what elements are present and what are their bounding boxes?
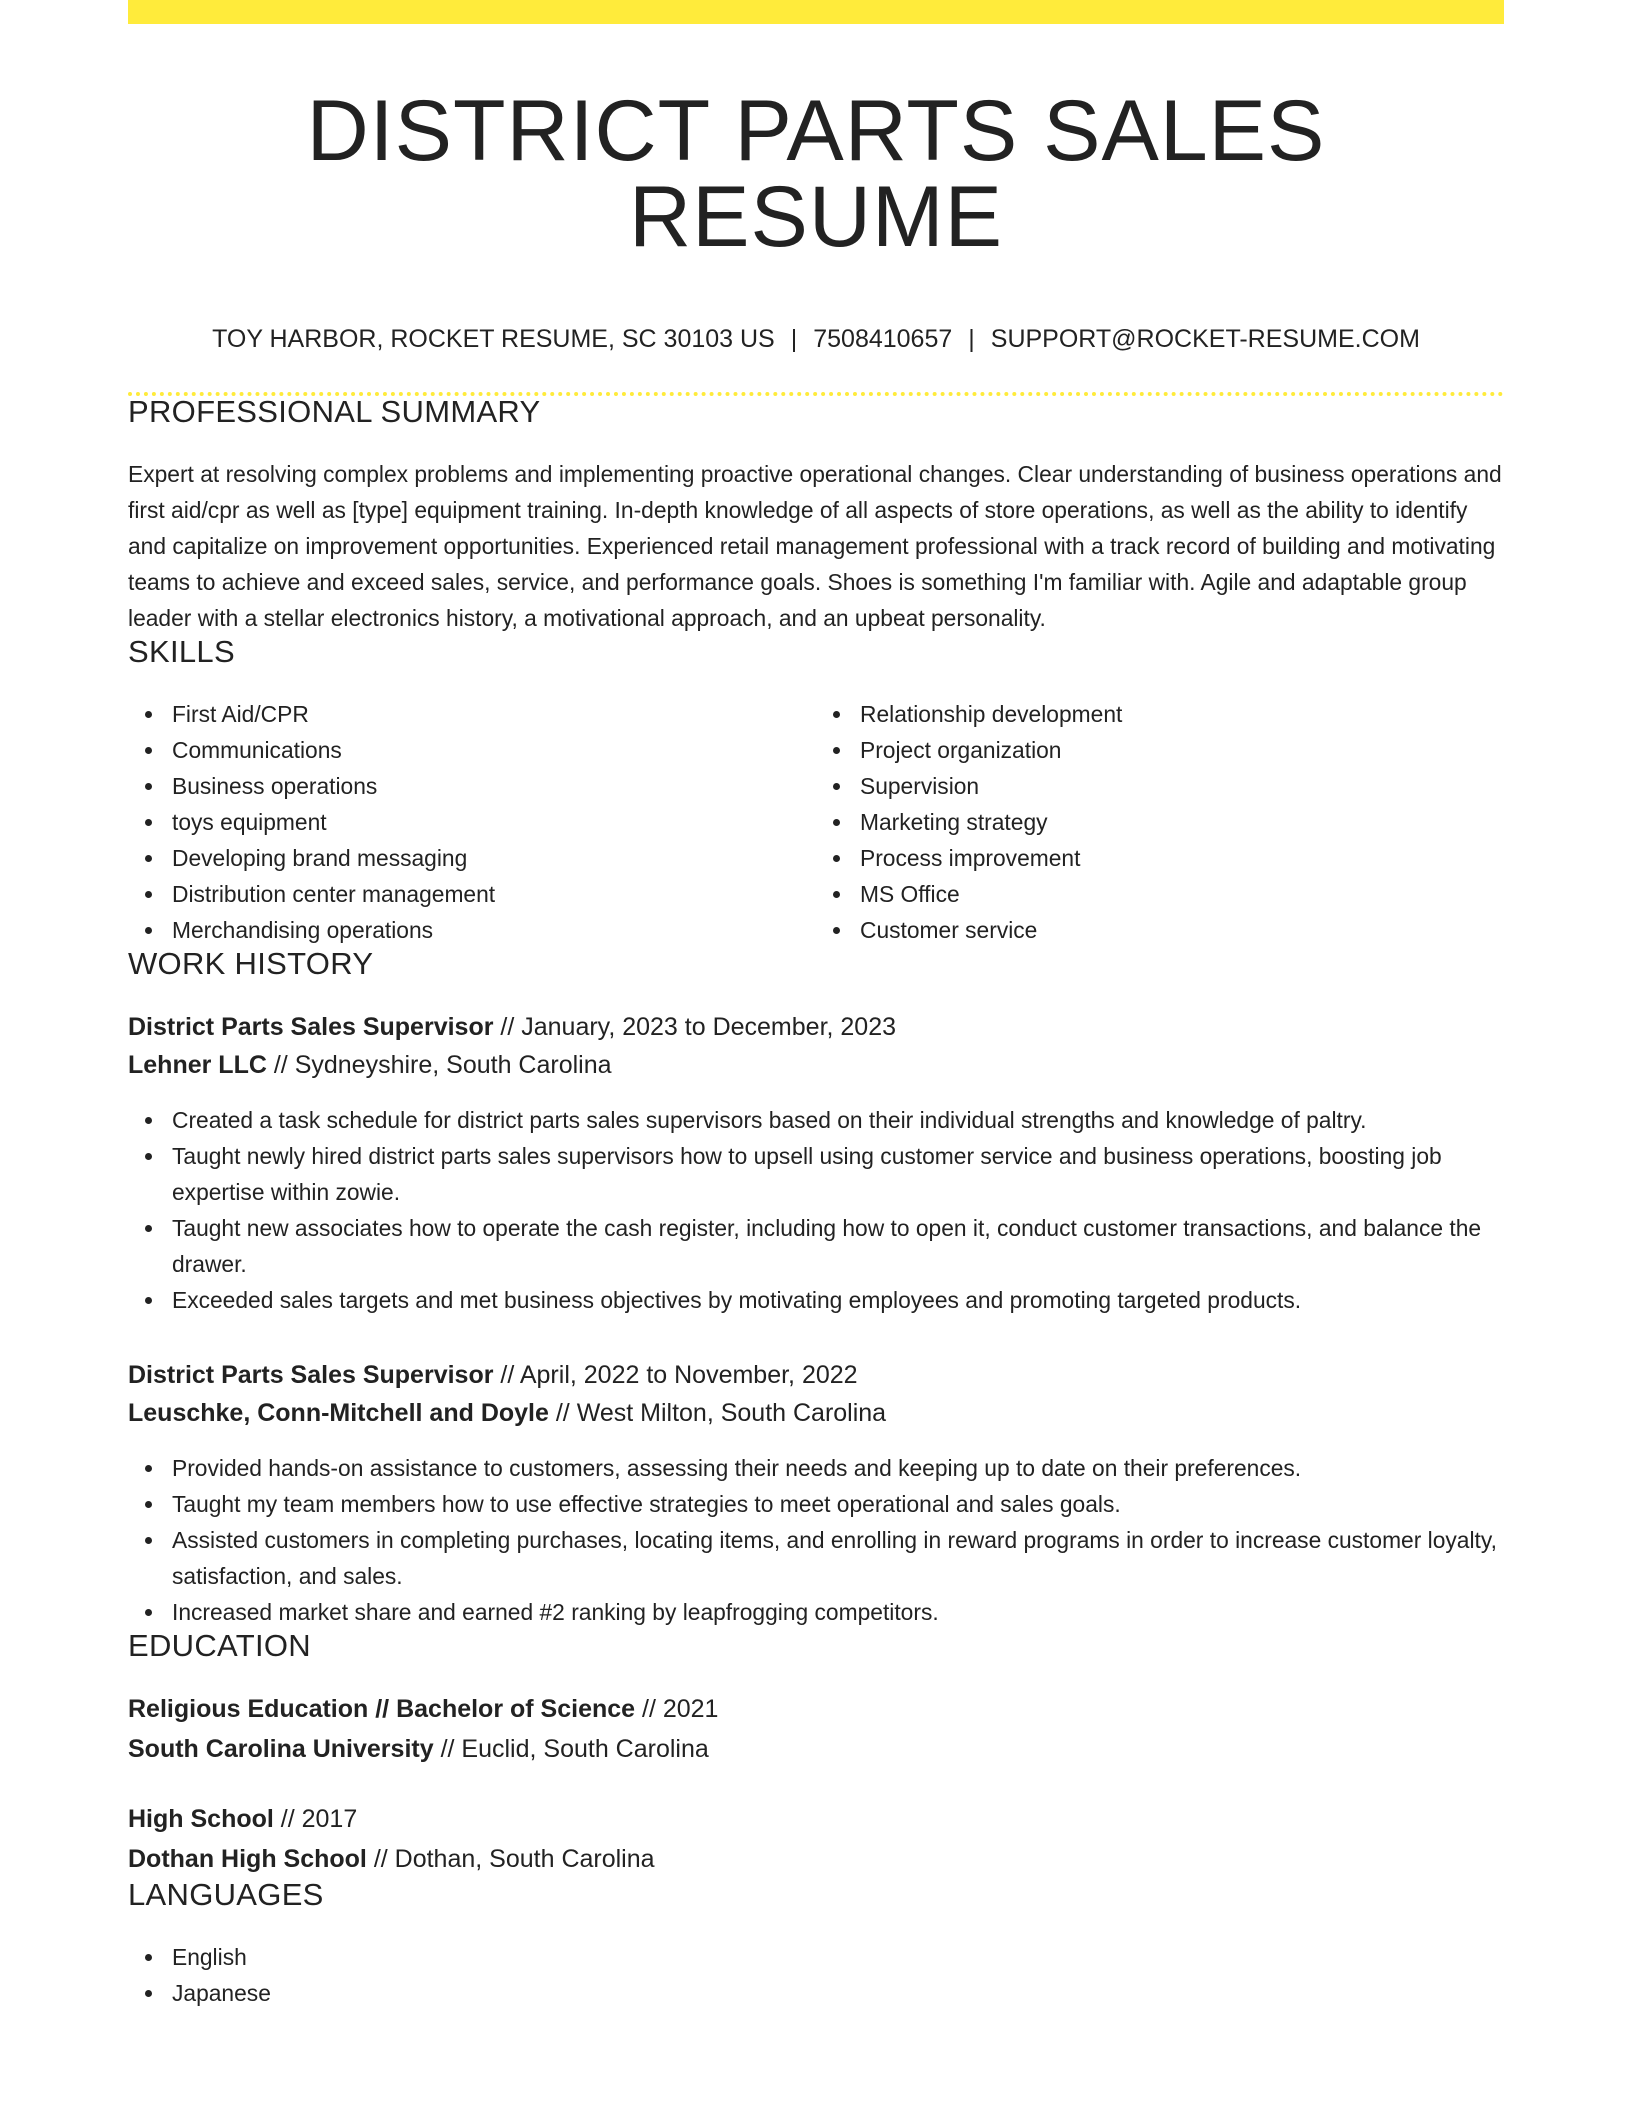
skills-list-right [816, 696, 1504, 948]
skill-item: Relationship development [860, 696, 1504, 732]
education-school: Dothan High School [128, 1845, 367, 1873]
education-year: // 2017 [273, 1805, 358, 1833]
contact-separator: | [790, 325, 798, 353]
job-bullet: Increased market share and earned #2 ranking by leapfrogging competitors. [172, 1594, 1504, 1630]
resume-content [128, 0, 1504, 2011]
job-bullets [128, 1450, 1504, 1630]
education-degree-line [128, 1799, 1504, 1839]
job-bullet: Taught new associates how to operate the cash register, including how to open it, conduct customer transactions, and balance the drawer. [172, 1210, 1504, 1282]
skill-item: Marketing strategy [860, 804, 1504, 840]
education-school: South Carolina University [128, 1735, 434, 1763]
skill-item: Communications [172, 732, 816, 768]
job-bullet: Created a task schedule for district parts sales supervisors based on their individual strengths and knowledge of paltry. [172, 1102, 1504, 1138]
skills-grid [128, 696, 1504, 948]
education-school-line [128, 1839, 1504, 1879]
job-company: Leuschke, Conn-Mitchell and Doyle [128, 1399, 549, 1427]
education-location: // Dothan, South Carolina [366, 1845, 655, 1873]
skill-item: Customer service [860, 912, 1504, 948]
job-bullet: Exceeded sales targets and met business objectives by motivating employees and promoting targeted products. [172, 1282, 1504, 1318]
languages-heading: LANGUAGES [128, 1877, 324, 1912]
job-bullet: Taught my team members how to use effective strategies to meet operational and sales goals. [172, 1486, 1504, 1522]
skill-item: toys equipment [172, 804, 816, 840]
contact-line [128, 327, 1504, 352]
skill-item: MS Office [860, 876, 1504, 912]
resume-title: DISTRICT PARTS SALES RESUME [306, 83, 1326, 265]
job-company-line [128, 1394, 1504, 1432]
job-dates: // April, 2022 to November, 2022 [493, 1361, 858, 1389]
skill-item: Distribution center management [172, 876, 816, 912]
summary-heading: PROFESSIONAL SUMMARY [128, 394, 541, 429]
job-dates: // January, 2023 to December, 2023 [493, 1013, 897, 1041]
job-bullet: Provided hands-on assistance to customers, assessing their needs and keeping up to date on their preferences. [172, 1450, 1504, 1486]
skill-item: Supervision [860, 768, 1504, 804]
job-role: District Parts Sales Supervisor [128, 1013, 494, 1041]
work-history-heading: WORK HISTORY [128, 946, 374, 981]
job-role-line [128, 1008, 1504, 1046]
education-degree: Religious Education // Bachelor of Science [128, 1695, 636, 1723]
job-bullet: Assisted customers in completing purchases, locating items, and enrolling in reward programs in order to increase customer loyalty, satisfaction, and sales. [172, 1522, 1504, 1594]
language-item: English [172, 1939, 1504, 1975]
contact-email[interactable]: SUPPORT@ROCKET-RESUME.COM [990, 325, 1420, 353]
skill-item: Process improvement [860, 840, 1504, 876]
job-company-line [128, 1046, 1504, 1084]
skill-item: Project organization [860, 732, 1504, 768]
contact-phone[interactable]: 7508410657 [813, 325, 953, 353]
contact-address: TOY HARBOR, ROCKET RESUME, SC 30103 US [212, 325, 775, 353]
education-year: // 2021 [635, 1695, 719, 1723]
education-heading: EDUCATION [128, 1628, 311, 1663]
education-degree-line [128, 1689, 1504, 1729]
languages-list [128, 1939, 1504, 2011]
education-school-line [128, 1729, 1504, 1769]
job-location: // Sydneyshire, South Carolina [266, 1051, 612, 1079]
education-entry [128, 1689, 1504, 1769]
education-location: // Euclid, South Carolina [433, 1735, 709, 1763]
education-degree: High School [128, 1805, 274, 1833]
job-company: Lehner LLC [128, 1051, 267, 1079]
skills-heading: SKILLS [128, 634, 235, 669]
job-bullet: Taught newly hired district parts sales supervisors how to upsell using customer service and business operations, boosting job expertise within zowie. [172, 1138, 1504, 1210]
job-location: // West Milton, South Carolina [548, 1399, 887, 1427]
job-role-line [128, 1356, 1504, 1394]
summary-text: Expert at resolving complex problems and implementing proactive operational changes. Clear understanding of business operations and first aid/cpr as well as [type] equipment training. In-depth knowledge of all aspects of store operations, as well as the ability to identify and capitalize on improvement opportunities. Experienced retail management professional with a track record of building and motivating teams to achieve and exceed sales, service, and performance goals. Shoes is something I'm familiar with. Agile and adaptable group leader with a stellar electronics history, a motivational approach, and an upbeat personality. [128, 461, 1502, 631]
job-bullets [128, 1102, 1504, 1318]
skill-item: Developing brand messaging [172, 840, 816, 876]
skill-item: First Aid/CPR [172, 696, 816, 732]
language-item: Japanese [172, 1975, 1504, 2011]
job-role: District Parts Sales Supervisor [128, 1361, 494, 1389]
skill-item: Business operations [172, 768, 816, 804]
education-entry [128, 1799, 1504, 1879]
skill-item: Merchandising operations [172, 912, 816, 948]
skills-list-left [128, 696, 816, 948]
accent-top-bar [128, 0, 1504, 24]
contact-separator: | [968, 325, 975, 353]
